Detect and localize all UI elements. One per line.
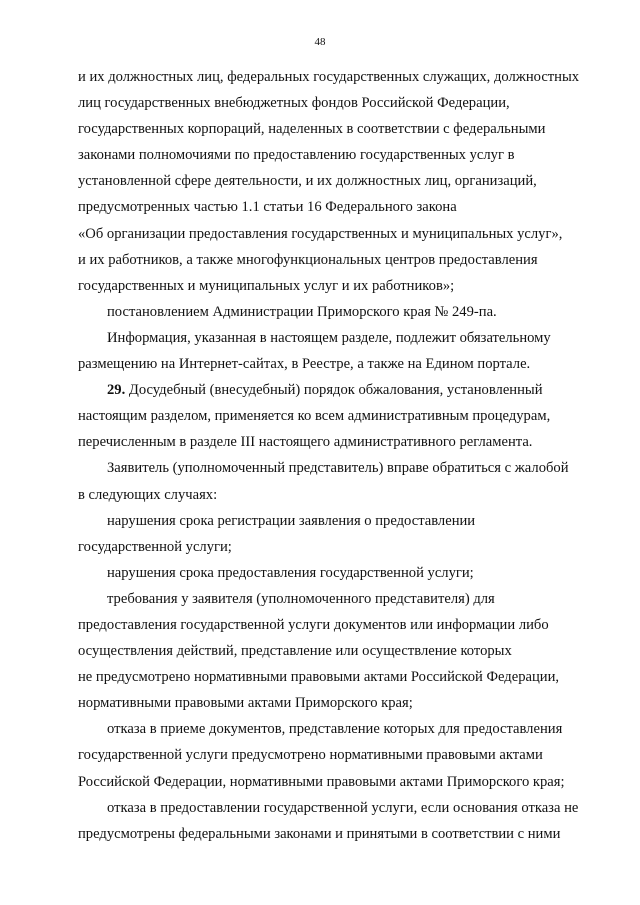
text-line: настоящим разделом, применяется ко всем административным процедурам, bbox=[78, 408, 551, 425]
text-line: предоставления государственной услуги документов или информации либо bbox=[78, 616, 549, 633]
text-line bbox=[78, 377, 596, 403]
paragraph-29 bbox=[78, 377, 596, 455]
paragraph bbox=[78, 325, 596, 377]
text-span: Досудебный (внесудебный) порядок обжалования, установленный bbox=[128, 382, 543, 399]
text-line: и их должностных лиц, федеральных государственных служащих, должностных bbox=[78, 69, 580, 85]
text-line: не предусмотрено нормативными правовыми актами Российской Федерации, bbox=[78, 669, 560, 686]
paragraph bbox=[78, 716, 596, 794]
paragraph bbox=[78, 455, 596, 507]
text-line: отказа в предоставлении государственной услуги, если основания отказа не bbox=[107, 799, 579, 816]
paragraph bbox=[78, 795, 596, 847]
text-line: перечисленным в разделе III настоящего административного регламента. bbox=[78, 434, 533, 451]
text-line: в следующих случаях: bbox=[78, 486, 218, 503]
paragraph-number: 29. bbox=[107, 382, 126, 399]
paragraph: постановлением Администрации Приморского края № 249-па. bbox=[107, 303, 497, 320]
text-line: «Об организации предоставления государственных и муниципальных услуг», bbox=[78, 225, 563, 242]
text-line: установленной сфере деятельности, и их должностных лиц, организаций, bbox=[78, 173, 537, 190]
text-line: государственной услуги предусмотрено нормативными правовыми актами bbox=[78, 747, 543, 764]
text-line: требования у заявителя (уполномоченного представителя) для bbox=[107, 590, 495, 607]
document-body bbox=[78, 64, 596, 847]
text-line: Информация, указанная в настоящем разделе, подлежит обязательному bbox=[107, 329, 551, 346]
text-line: размещению на Интернет-сайтах, в Реестре, а также на Едином портале. bbox=[78, 356, 531, 373]
text-line: и их работников, а также многофункциональных центров предоставления bbox=[78, 251, 538, 268]
text-line: нарушения срока регистрации заявления о предоставлении bbox=[107, 512, 476, 529]
text-line: государственных и муниципальных услуг и их работников»; bbox=[78, 277, 455, 294]
text-line: государственных корпораций, наделенных в соответствии с федеральными bbox=[78, 121, 546, 138]
paragraph: нарушения срока предоставления государственной услуги; bbox=[107, 564, 474, 581]
text-line: предусмотренных частью 1.1 статьи 16 Федерального закона bbox=[78, 199, 457, 216]
paragraph bbox=[78, 586, 596, 716]
text-line: Заявитель (уполномоченный представитель) вправе обратиться с жалобой bbox=[107, 460, 569, 477]
page-number: 48 bbox=[314, 36, 326, 48]
text-line: законами полномочиями по предоставлению государственных услуг в bbox=[78, 147, 515, 164]
paragraph bbox=[78, 508, 596, 560]
text-line: нормативными правовыми актами Приморского края; bbox=[78, 695, 413, 712]
text-line: лиц государственных внебюджетных фондов Российской Федерации, bbox=[78, 95, 510, 112]
text-line: осуществления действий, представление или осуществление которых bbox=[78, 643, 512, 660]
text-line: отказа в приеме документов, представление которых для предоставления bbox=[107, 721, 563, 738]
text-line: Российской Федерации, нормативными правовыми актами Приморского края; bbox=[78, 773, 565, 790]
text-line: государственной услуги; bbox=[78, 538, 232, 555]
text-line: предусмотрены федеральными законами и принятыми в соответствии с ними bbox=[78, 825, 561, 842]
paragraph bbox=[78, 64, 596, 299]
